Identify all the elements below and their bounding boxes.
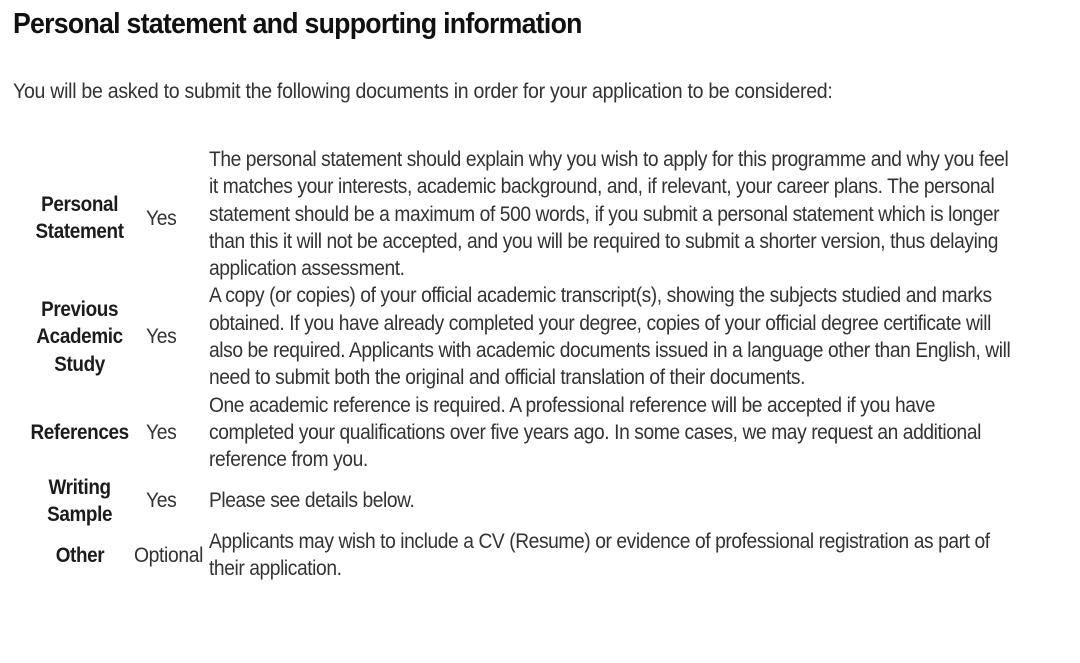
requirement-status: Yes: [146, 420, 177, 444]
requirement-name: Previous Academic Study: [36, 298, 123, 376]
requirement-details: The personal statement should explain why you wish to apply for this programme and why you feel it matches your interests, academic background, and, if relevant, your career plans. The personal statement should be a maximum of 500 words, if you submit a personal statement which is longer than this it will not be accepted, and you will be required to submit a shorter version, thus delaying application assessment.: [209, 148, 1009, 281]
table-row-other: [25, 528, 1080, 583]
requirement-details: Please see details below.: [209, 489, 415, 513]
requirement-name: Personal Statement: [35, 192, 124, 244]
table-row-previous-academic-study: [25, 282, 1080, 391]
requirement-status: Yes: [146, 325, 177, 349]
section-intro: You will be asked to submit the following documents in order for your application to be considered:: [13, 80, 833, 103]
table-row-personal-statement: [25, 146, 1080, 282]
requirement-name: Other: [55, 543, 104, 567]
section-heading: Personal statement and supporting information: [13, 8, 582, 40]
table-row-writing-sample: [25, 474, 1080, 529]
requirement-name: Writing Sample: [47, 475, 113, 526]
requirements-table: [25, 146, 1080, 583]
requirement-status: Yes: [146, 206, 177, 230]
requirement-status: Optional: [134, 543, 204, 567]
requirement-details: A copy (or copies) of your official academic transcript(s), showing the subjects studied and marks obtained. If you have already completed your degree, copies of your official degree certificate will also be required. Applicants with academic documents issued in a language other than English, will need to submit both the original and official translation of their documents.: [209, 284, 1011, 390]
table-row-references: [25, 392, 1080, 474]
requirement-status: Yes: [146, 489, 177, 513]
requirement-details: Applicants may wish to include a CV (Resume) or evidence of professional registration as part of their application.: [209, 530, 990, 581]
requirement-name: References: [30, 420, 129, 444]
requirement-details: One academic reference is required. A professional reference will be accepted if you have completed your qualifications over five years ago. In some cases, we may request an additional reference from you.: [209, 393, 982, 472]
